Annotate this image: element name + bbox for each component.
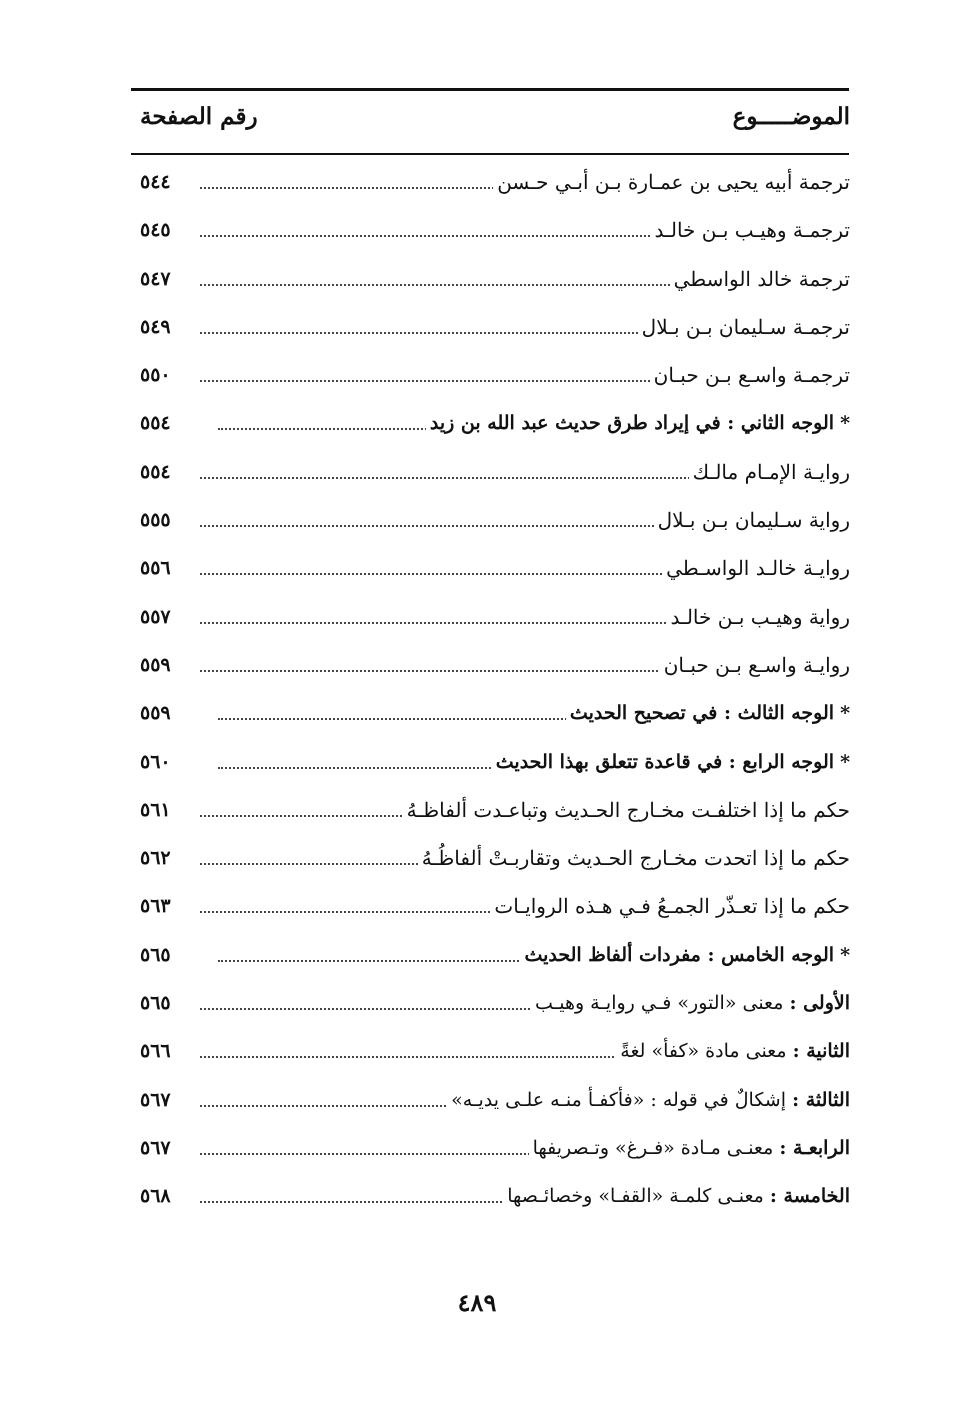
toc-entry-text: ترجمة أبيه يحيى بن عمـارة بـن أبـي حـسن	[497, 170, 850, 194]
toc-entry-page: ٥٥٤	[140, 460, 171, 483]
toc-entry-title	[670, 264, 850, 294]
toc-entry-page: ٥٥٩	[140, 702, 171, 725]
toc-entry-page: ٥٤٥	[140, 219, 171, 242]
toc-entry-text: معنى مادة «كفأ» لغةً	[620, 1040, 787, 1063]
toc-entry	[0, 643, 954, 691]
toc-entry-lead: الثانية :	[792, 1040, 850, 1063]
toc-entry-lead: الأولى :	[789, 992, 850, 1015]
toc-entry-page: ٥٥٧	[140, 605, 171, 628]
toc-entry-page: ٥٦٥	[140, 992, 171, 1015]
toc-entry-page: ٥٦٣	[140, 895, 171, 918]
toc-entry	[0, 595, 954, 643]
toc-entry-page: ٥٦٠	[140, 750, 171, 773]
toc-entry-title	[650, 360, 850, 390]
top-rule	[131, 88, 849, 91]
toc-entry	[0, 546, 954, 594]
toc-entry	[0, 208, 954, 256]
folio-page-number: ٤٨٩	[457, 1288, 497, 1317]
toc-entry-page: ٥٤٩	[140, 315, 171, 338]
toc-entry	[0, 788, 954, 836]
toc-entry	[0, 691, 954, 739]
toc-entry-lead: الخامسة :	[769, 1185, 850, 1208]
toc-entry-page: ٥٦٧	[140, 1136, 171, 1159]
toc-entry-title	[616, 1036, 850, 1066]
toc-entry-title	[529, 1133, 850, 1163]
section-bullet-icon: *	[840, 750, 850, 773]
toc-entry-page: ٥٥٠	[140, 364, 171, 387]
toc-entry-text: معنى «التور» فـي روايـة وهيـب	[534, 992, 784, 1015]
toc-entry	[0, 1078, 954, 1126]
toc-entry-title	[638, 312, 850, 342]
toc-entry-title	[493, 167, 850, 197]
toc-entry	[0, 160, 954, 208]
toc-entry-text: حكم ما إذا تعـذّر الجمـعُ فـي هـذه الروايـات	[494, 894, 850, 919]
toc-entry-text: إشكالٌ في قوله : «فأكفـأ منـه علـى يديـه»	[451, 1088, 787, 1111]
toc-entry-text: الوجه الثالث : في تصحيح الحديث	[569, 702, 835, 725]
toc-entry-page: ٥٤٤	[140, 171, 171, 193]
toc-entry	[0, 981, 954, 1029]
toc-entry-lead: الرابعـة :	[779, 1136, 850, 1159]
toc-entry-page: ٥٥٥	[140, 509, 171, 532]
toc-entry-text: حكم ما إذا اتحدت مخـارج الحـديث وتقاربـتْ ألفاظُـهُ	[421, 846, 850, 871]
toc-entry	[0, 305, 954, 353]
toc-entry-title	[566, 698, 850, 728]
toc-entry	[0, 353, 954, 401]
toc-entry	[0, 1029, 954, 1077]
toc-entry-page: ٥٥٦	[140, 557, 171, 580]
toc-entry-title	[403, 795, 850, 825]
toc-entry-text: روايـة الإمـام مالـك	[692, 459, 850, 484]
toc-entry	[0, 1174, 954, 1222]
toc-entry-title	[426, 408, 850, 438]
toc-entry-page: ٥٦٢	[140, 847, 171, 870]
toc-entry-title	[492, 747, 850, 777]
toc-entry-title	[490, 891, 850, 921]
toc-entry-page: ٥٦٨	[140, 1185, 171, 1208]
toc-entry	[0, 740, 954, 788]
toc-entry-page: ٥٦١	[140, 798, 171, 821]
toc-entry-page: ٥٦٧	[140, 1088, 171, 1111]
toc-entry	[0, 257, 954, 305]
toc-entry-title	[418, 843, 850, 873]
toc-entry-text: الوجه الثاني : في إيراد طرق حديث عبد الله بن زيد	[429, 412, 835, 435]
toc-entry-page: ٥٥٤	[140, 412, 171, 435]
section-bullet-icon: *	[840, 702, 850, 725]
section-bullet-icon: *	[840, 412, 850, 435]
toc-entry	[0, 933, 954, 981]
toc-entry-title	[666, 602, 850, 632]
toc-entry-text: روايـة واسـع بـن حبـان	[663, 652, 850, 677]
toc-entry-page: ٥٥٩	[140, 653, 171, 676]
toc-entry-title	[689, 457, 850, 487]
toc-entry-text: ترجمـة واسـع بـن حبـان	[653, 363, 850, 388]
toc-entry-title	[447, 1085, 850, 1115]
toc-entry	[0, 836, 954, 884]
toc-entry-text: ترجمـة وهيـب بـن خالـد	[654, 218, 850, 243]
toc-entry-title	[660, 650, 850, 680]
subject-column-header: الموضـــــوع	[732, 103, 850, 130]
toc-entry-text: رواية سـليمان بـن بـلال	[657, 508, 850, 533]
toc-entry	[0, 1126, 954, 1174]
toc-entry-text: الوجه الرابع : في قاعدة تتعلق بهذا الحديث	[495, 750, 835, 773]
table-of-contents	[0, 160, 954, 1223]
toc-entry	[0, 498, 954, 546]
toc-entry-title	[651, 215, 850, 245]
toc-entry-lead: الثالثة :	[792, 1088, 850, 1111]
toc-entry-title	[520, 940, 850, 970]
toc-entry-page: ٥٤٧	[140, 267, 171, 290]
section-bullet-icon: *	[840, 943, 850, 966]
toc-entry-text: ترجمـة سـليمان بـن بـلال	[641, 314, 850, 339]
toc-entry-text: معنـى كلمـة «القفـا» وخصائـصها	[507, 1185, 764, 1208]
toc-entry	[0, 884, 954, 932]
toc-entry-text: الوجه الخامس : مفردات ألفاظ الحديث	[524, 943, 835, 966]
toc-entry-title	[503, 1181, 850, 1211]
toc-entry-title	[654, 505, 850, 535]
toc-entry-text: معنـى مـادة «فـرغ» وتـصريفها	[532, 1136, 774, 1159]
toc-entry	[0, 401, 954, 449]
toc-entry-title	[531, 988, 850, 1018]
toc-entry-page: ٥٦٥	[140, 943, 171, 966]
toc-entry-text: رواية وهيـب بـن خالـد	[670, 604, 850, 629]
page-number-column-header: رقم الصفحة	[140, 103, 258, 130]
toc-entry-text: روايـة خالـد الواسـطي	[666, 556, 850, 581]
toc-entry-text: ترجمة خالد الواسطي	[673, 266, 850, 291]
toc-entry-text: حكم ما إذا اختلفـت مخـارج الحـديث وتباعـدت ألفاظـهُ	[406, 797, 850, 822]
toc-entry	[0, 450, 954, 498]
toc-entry-page: ٥٦٦	[140, 1040, 171, 1063]
header-rule	[131, 153, 849, 155]
toc-entry-title	[662, 553, 850, 583]
